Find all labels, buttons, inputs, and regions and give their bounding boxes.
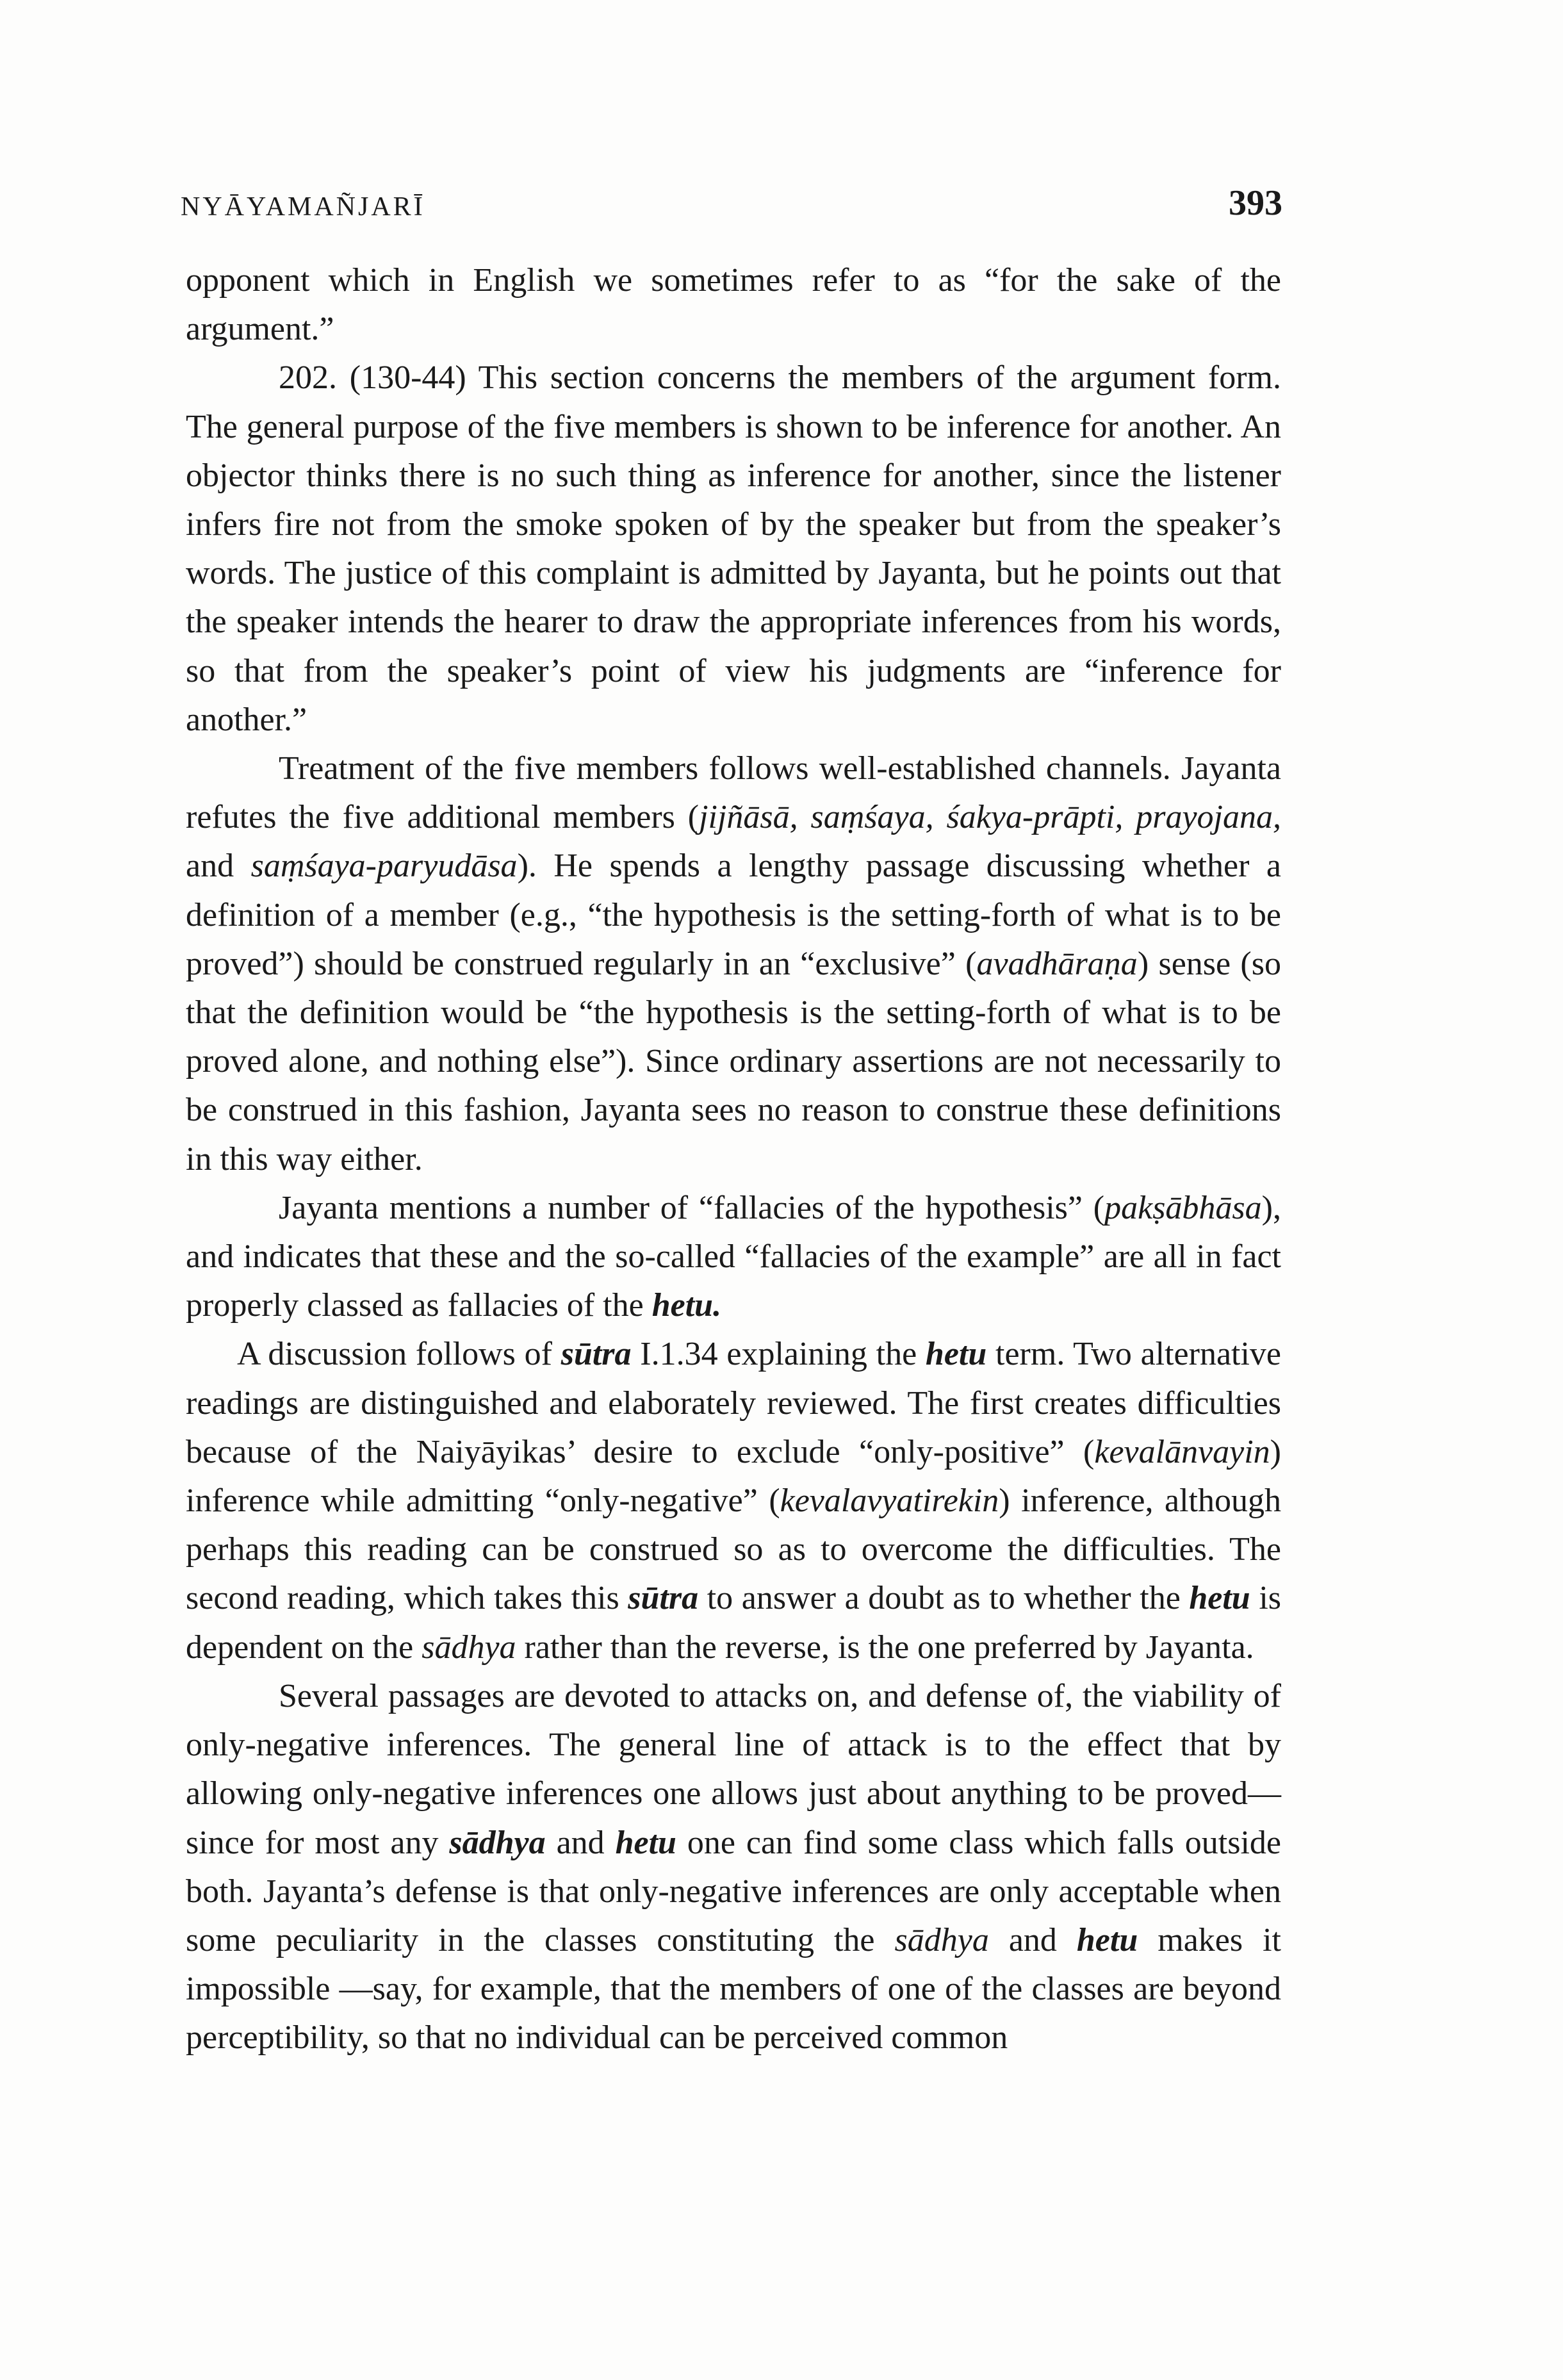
italic-term: kevalavyatirekin [780, 1482, 999, 1520]
running-title: NYĀYAMAÑJARĪ [181, 192, 425, 222]
italic-term: saṃśaya-paryudāsa [250, 848, 518, 885]
italic-term: sādhya [894, 1921, 989, 1958]
text-run: ). He spends a lengthy passage discussing whether a definition of a member (e.g., “the hypothesis is the setting-forth of what is to be proved”) should be construed regularly in an “exclusive” ( [186, 848, 1281, 982]
text-run: rather than the reverse, is the one preferred by Jayanta. [516, 1629, 1254, 1666]
running-head [181, 183, 1282, 234]
paragraph [186, 1184, 1281, 1331]
text-run: I.1.34 explaining the [631, 1336, 926, 1373]
text-run: one can find some class which falls outside both. Jayanta’s defense is that only-negative inferences are only acceptable when some peculiarity in the classes constituting the [186, 1824, 1282, 1958]
paragraph [186, 744, 1281, 1184]
text-run: ), and indicates that these and the so-called “fallacies of the example” are all in fact properly classed as fallacies of the [186, 1189, 1281, 1324]
bold-italic-term: hetu [925, 1336, 987, 1373]
bold-italic-term: sūtra [628, 1580, 699, 1617]
italic-term: kevalānvayin [1094, 1433, 1270, 1470]
text-run: ) inference, although perhaps this reading can be construed so as to overcome the difficulties. The second reading, which takes this [186, 1482, 1281, 1617]
text-run: and [186, 848, 251, 885]
text-run: makes it impossible —say, for example, that the members of one of the classes are beyond perceptibility, so that no individual can be perceived common [186, 1921, 1281, 2056]
paragraph [186, 256, 1281, 354]
text-run: ) sense (so that the definition would be “the hypothesis is the setting-forth of what is to be proved alone, and nothing else”). Since ordinary assertions are not necessarily to be construed in this fashion, Jayanta sees no reason to construe these definitions in this way either. [186, 945, 1281, 1178]
italic-term: jijñāsā, saṃśaya, śakya-prāpti, prayojana, [699, 799, 1281, 836]
text-run: A discussion follows of [237, 1336, 561, 1373]
text-run: ) inference while admitting “only-negative” ( [186, 1433, 1281, 1520]
italic-term: pakṣābhāsa [1104, 1189, 1262, 1226]
bold-italic-term: sādhya [449, 1824, 546, 1861]
paragraph [186, 1672, 1281, 2063]
bold-italic-term: sūtra [561, 1336, 632, 1373]
italic-term: sādhya [421, 1629, 516, 1666]
text-run: opponent which in English we sometimes refer to as “for the sake of the argument.” [186, 262, 1281, 348]
text-run: and [545, 1824, 616, 1861]
bold-italic-term: hetu. [651, 1287, 722, 1324]
page-number: 393 [1229, 183, 1282, 223]
text-run: 202. (130-44) This section concerns the members of the argument form. The general purpose of the five members is shown to be inference for another. An objector thinks there is no such thing as inference for another, since the listener infers fire not from the smoke spoken of by the speaker but from the speaker’s words. The justice of this complaint is admitted by Jayanta, but he points out that the speaker intends the hearer to draw the appropriate inferences from his words, so that from the speaker’s point of view his judgments are “inference for another.” [186, 359, 1281, 738]
text-run: and [988, 1921, 1077, 1958]
bold-italic-term: hetu [1189, 1580, 1250, 1617]
text-run: to answer a doubt as to whether the [698, 1580, 1190, 1617]
text-run: Several passages are devoted to attacks on, and defense of, the viability of only-negative inferences. The general line of attack is to the effect that by allowing only-negative inferences one allows just about anything to be proved— since for most any [186, 1677, 1281, 1861]
italic-term: avadhāraṇa [976, 945, 1138, 982]
paragraph [186, 354, 1281, 744]
bold-italic-term: hetu [615, 1824, 676, 1861]
body-text [186, 256, 1281, 2063]
bold-italic-term: hetu [1076, 1921, 1138, 1958]
text-run: Jayanta mentions a number of “fallacies of the hypothesis” ( [279, 1189, 1105, 1226]
text-run: is dependent on the [186, 1580, 1281, 1666]
text-run: term. Two alternative readings are distinguished and elaborately reviewed. The first creates difficulties because of the Naiyāyikas’ desire to exclude “only-positive” ( [186, 1336, 1281, 1470]
paragraph [186, 1330, 1281, 1671]
text-run: Treatment of the five members follows well-established channels. Jayanta refutes the five additional members ( [186, 750, 1281, 836]
